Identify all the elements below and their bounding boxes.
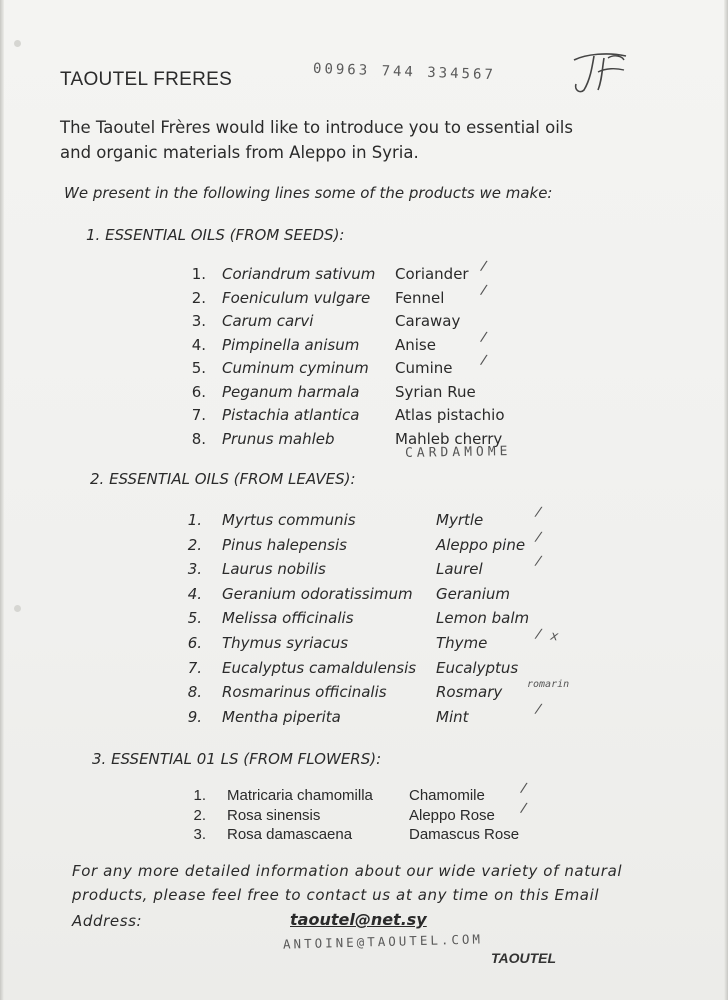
common-name: Anise [395,335,436,354]
monogram-logo [568,50,630,94]
common-name: Mahleb cherry [395,429,503,448]
latin-name: Thymus syriacus [222,634,349,652]
common-name: Aleppo pine [436,535,526,554]
common-name: Caraway [395,312,461,330]
item-number: 5. [187,609,202,628]
item-number: 8. [191,429,206,448]
handwritten-tick: / [533,529,544,546]
latin-name: Mentha piperita [222,707,341,726]
punch-hole [14,40,21,47]
handwritten-tick: / x [534,626,560,645]
handwritten-contact: ANTOINE@TAOUTEL.COM [282,931,484,952]
common-name: Atlas pistachio [395,406,505,424]
footer-line-1: For any more detailed information about our wide variety of natural [72,862,623,880]
latin-name: Myrtus communis [222,511,356,529]
latin-name: Prunus mahleb [222,429,335,448]
common-name: Cumine [395,359,453,377]
signature: TAOUTEL [491,950,557,966]
common-name: Mint [436,707,469,726]
intro-line-1: The Taoutel Frères would like to introduce you to essential oils [60,118,573,137]
common-name: Coriander [395,265,469,283]
latin-name: Pimpinella anisum [222,335,360,354]
handwritten-tick: / [478,258,489,275]
common-name: Aleppo Rose [409,806,495,824]
handwritten-note-cardamome: CARDAMOME [404,444,512,461]
common-name: Fennel [395,288,445,307]
common-name: Eucalyptus [436,658,519,677]
common-name: Damascus Rose [409,826,520,843]
item-number: 6. [191,382,206,401]
latin-name: Peganum harmala [222,382,360,401]
latin-name: Foeniculum vulgare [222,288,371,307]
scan-edge-left [0,0,4,1000]
latin-name: Rosa damascaena [227,826,353,843]
item-number: 4. [187,584,202,603]
latin-name: Rosmarinus officinalis [222,683,387,702]
handwritten-tick: / [478,329,489,345]
handwritten-tick: / [533,701,544,718]
common-name: Chamomile [409,787,485,804]
latin-name: Pinus halepensis [222,535,347,554]
common-name: Myrtle [436,511,484,529]
item-number: 7. [191,406,206,424]
item-number: 5. [191,359,206,377]
present-line: We present in the following lines some of the products we make: [64,184,553,202]
footer-line-3: Address: [72,912,143,930]
handwritten-tick: / [478,282,489,298]
latin-name: Cuminum cyminum [222,359,369,377]
item-number: 8. [187,683,202,702]
handwritten-tick: / [533,553,544,570]
latin-name: Eucalyptus camaldulensis [222,658,417,677]
latin-name: Geranium odoratissimum [222,584,413,603]
common-name: Laurel [436,560,483,579]
item-number: 1. [191,265,206,283]
section-heading-flowers: 3. ESSENTIAL 01 LS (FROM FLOWERS): [92,750,382,768]
company-name: TAOUTEL FRERES [60,69,233,90]
common-name: Geranium [436,584,511,603]
item-number: 3. [191,312,206,330]
latin-name: Matricaria chamomilla [227,787,373,804]
item-number: 3. [193,826,206,843]
handwritten-tick: / [533,504,544,521]
handwritten-tick: / [518,800,529,816]
intro-line-2: and organic materials from Aleppo in Syria. [60,143,419,162]
handwritten-tick: romarin [527,679,570,691]
section-heading-seeds: 1. ESSENTIAL OILS (FROM SEEDS): [86,226,345,244]
item-number: 7. [187,658,202,677]
handwritten-tick: / [478,352,489,369]
item-number: 1. [187,511,202,529]
latin-name: Rosa sinensis [227,806,321,824]
scan-edge-right [724,0,728,1000]
item-number: 2. [187,535,202,554]
latin-name: Pistachia atlantica [222,406,360,424]
section-heading-leaves: 2. ESSENTIAL OILS (FROM LEAVES): [90,470,356,488]
punch-hole [14,605,21,612]
item-number: 4. [191,335,206,354]
footer-line-2: products, please feel free to contact us at any time on this Email [72,886,600,904]
latin-name: Melissa officinalis [222,609,354,628]
item-number: 2. [191,288,206,307]
item-number: 3. [187,560,202,579]
item-number: 2. [193,806,206,824]
handwritten-phone: 00963 744 334567 [312,60,497,84]
email-link[interactable]: taoutel@net.sy [290,910,427,929]
item-number: 6. [187,634,202,652]
latin-name: Carum carvi [222,312,314,330]
common-name: Rosmary [436,683,503,702]
item-number: 1. [193,787,206,804]
handwritten-tick: / [518,780,529,797]
common-name: Syrian Rue [395,382,476,401]
common-name: Thyme [436,634,488,652]
latin-name: Coriandrum sativum [222,265,376,283]
common-name: Lemon balm [436,609,530,628]
item-number: 9. [187,707,202,726]
latin-name: Laurus nobilis [222,560,326,579]
